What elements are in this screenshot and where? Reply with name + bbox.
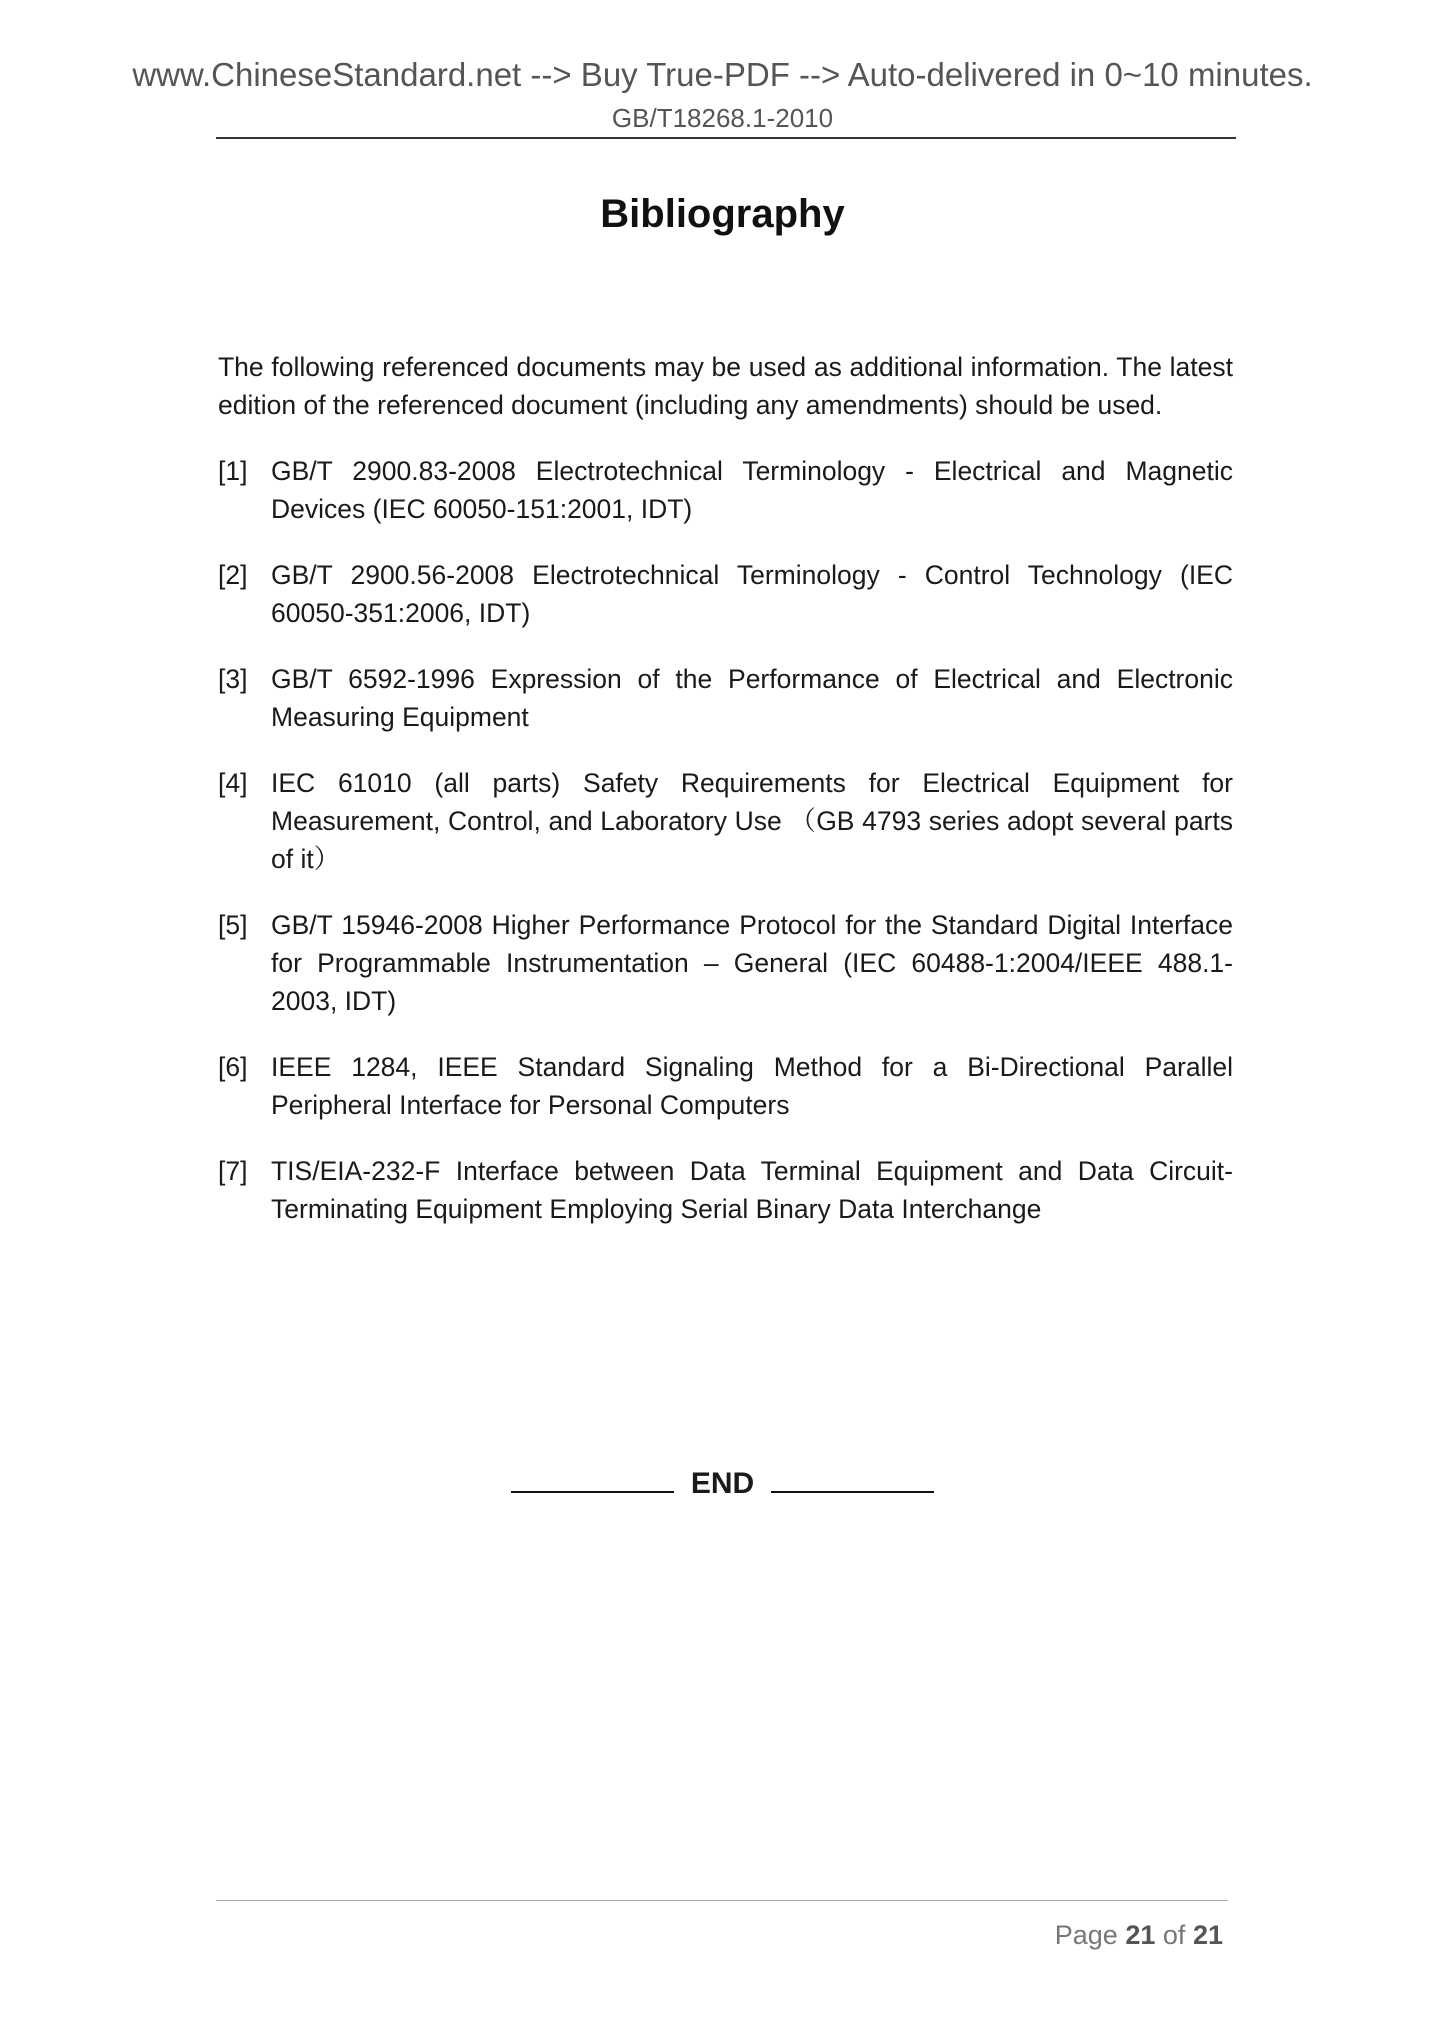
total-pages: 21: [1192, 1920, 1223, 1950]
reference-number: [6]: [218, 1052, 248, 1082]
reference-number: [3]: [218, 664, 248, 694]
reference-number: [7]: [218, 1156, 248, 1186]
intro-paragraph: The following referenced documents may be used as additional information. The latest edition of the referenced document (including any amendments) should be used.: [218, 352, 1233, 420]
reference-text: GB/T 2900.56-2008 Electrotechnical Terminology - Control Technology (IEC 60050-351:2006, IDT): [271, 560, 1233, 628]
reference-item: [218, 764, 1233, 878]
reference-text: TIS/EIA-232-F Interface between Data Terminal Equipment and Data Circuit-Terminating Equipment Employing Serial Binary Data Interchange: [271, 1156, 1233, 1224]
footer-divider: [216, 1900, 1228, 1901]
page-prefix: Page: [1054, 1920, 1118, 1950]
reference-list: [218, 452, 1233, 1228]
current-page: 21: [1125, 1920, 1156, 1950]
reference-number: [4]: [218, 768, 248, 798]
reference-number: [5]: [218, 910, 248, 940]
reference-text: GB/T 15946-2008 Higher Performance Protocol for the Standard Digital Interface for Programmable Instrumentation – General (IEC 60488-1:2004/IEEE 488.1-2003, IDT): [271, 910, 1233, 1016]
page-number: [1055, 1918, 1223, 1952]
document-body: [218, 348, 1233, 1256]
reference-number: [1]: [218, 456, 248, 486]
page-separator: of: [1162, 1920, 1186, 1950]
reference-text: IEC 61010 (all parts) Safety Requirements for Electrical Equipment for Measurement, Control, and Laboratory Use （GB 4793 series adopt several parts of it）: [271, 768, 1233, 874]
page-title: Bibliography: [600, 192, 845, 236]
reference-text: IEEE 1284, IEEE Standard Signaling Method for a Bi-Directional Parallel Peripheral Interface for Personal Computers: [271, 1052, 1233, 1120]
header-divider: [216, 137, 1236, 139]
header-banner: www.ChineseStandard.net --> Buy True-PDF --> Auto-delivered in 0~10 minutes.: [132, 56, 1313, 93]
standard-code: GB/T18268.1-2010: [611, 103, 834, 133]
reference-text: GB/T 6592-1996 Expression of the Performance of Electrical and Electronic Measuring Equipment: [271, 664, 1233, 732]
reference-item: [218, 906, 1233, 1020]
reference-item: [218, 1048, 1233, 1124]
end-rule-right: [771, 1489, 934, 1493]
reference-text: GB/T 2900.83-2008 Electrotechnical Terminology - Electrical and Magnetic Devices (IEC 60050-151:2001, IDT): [271, 456, 1233, 524]
reference-item: [218, 452, 1233, 528]
reference-number: [2]: [218, 560, 248, 590]
end-rule-left: [511, 1489, 674, 1493]
end-marker: [0, 1465, 1445, 1503]
reference-item: [218, 1152, 1233, 1228]
reference-item: [218, 660, 1233, 736]
end-label: END: [690, 1467, 755, 1500]
reference-item: [218, 556, 1233, 632]
